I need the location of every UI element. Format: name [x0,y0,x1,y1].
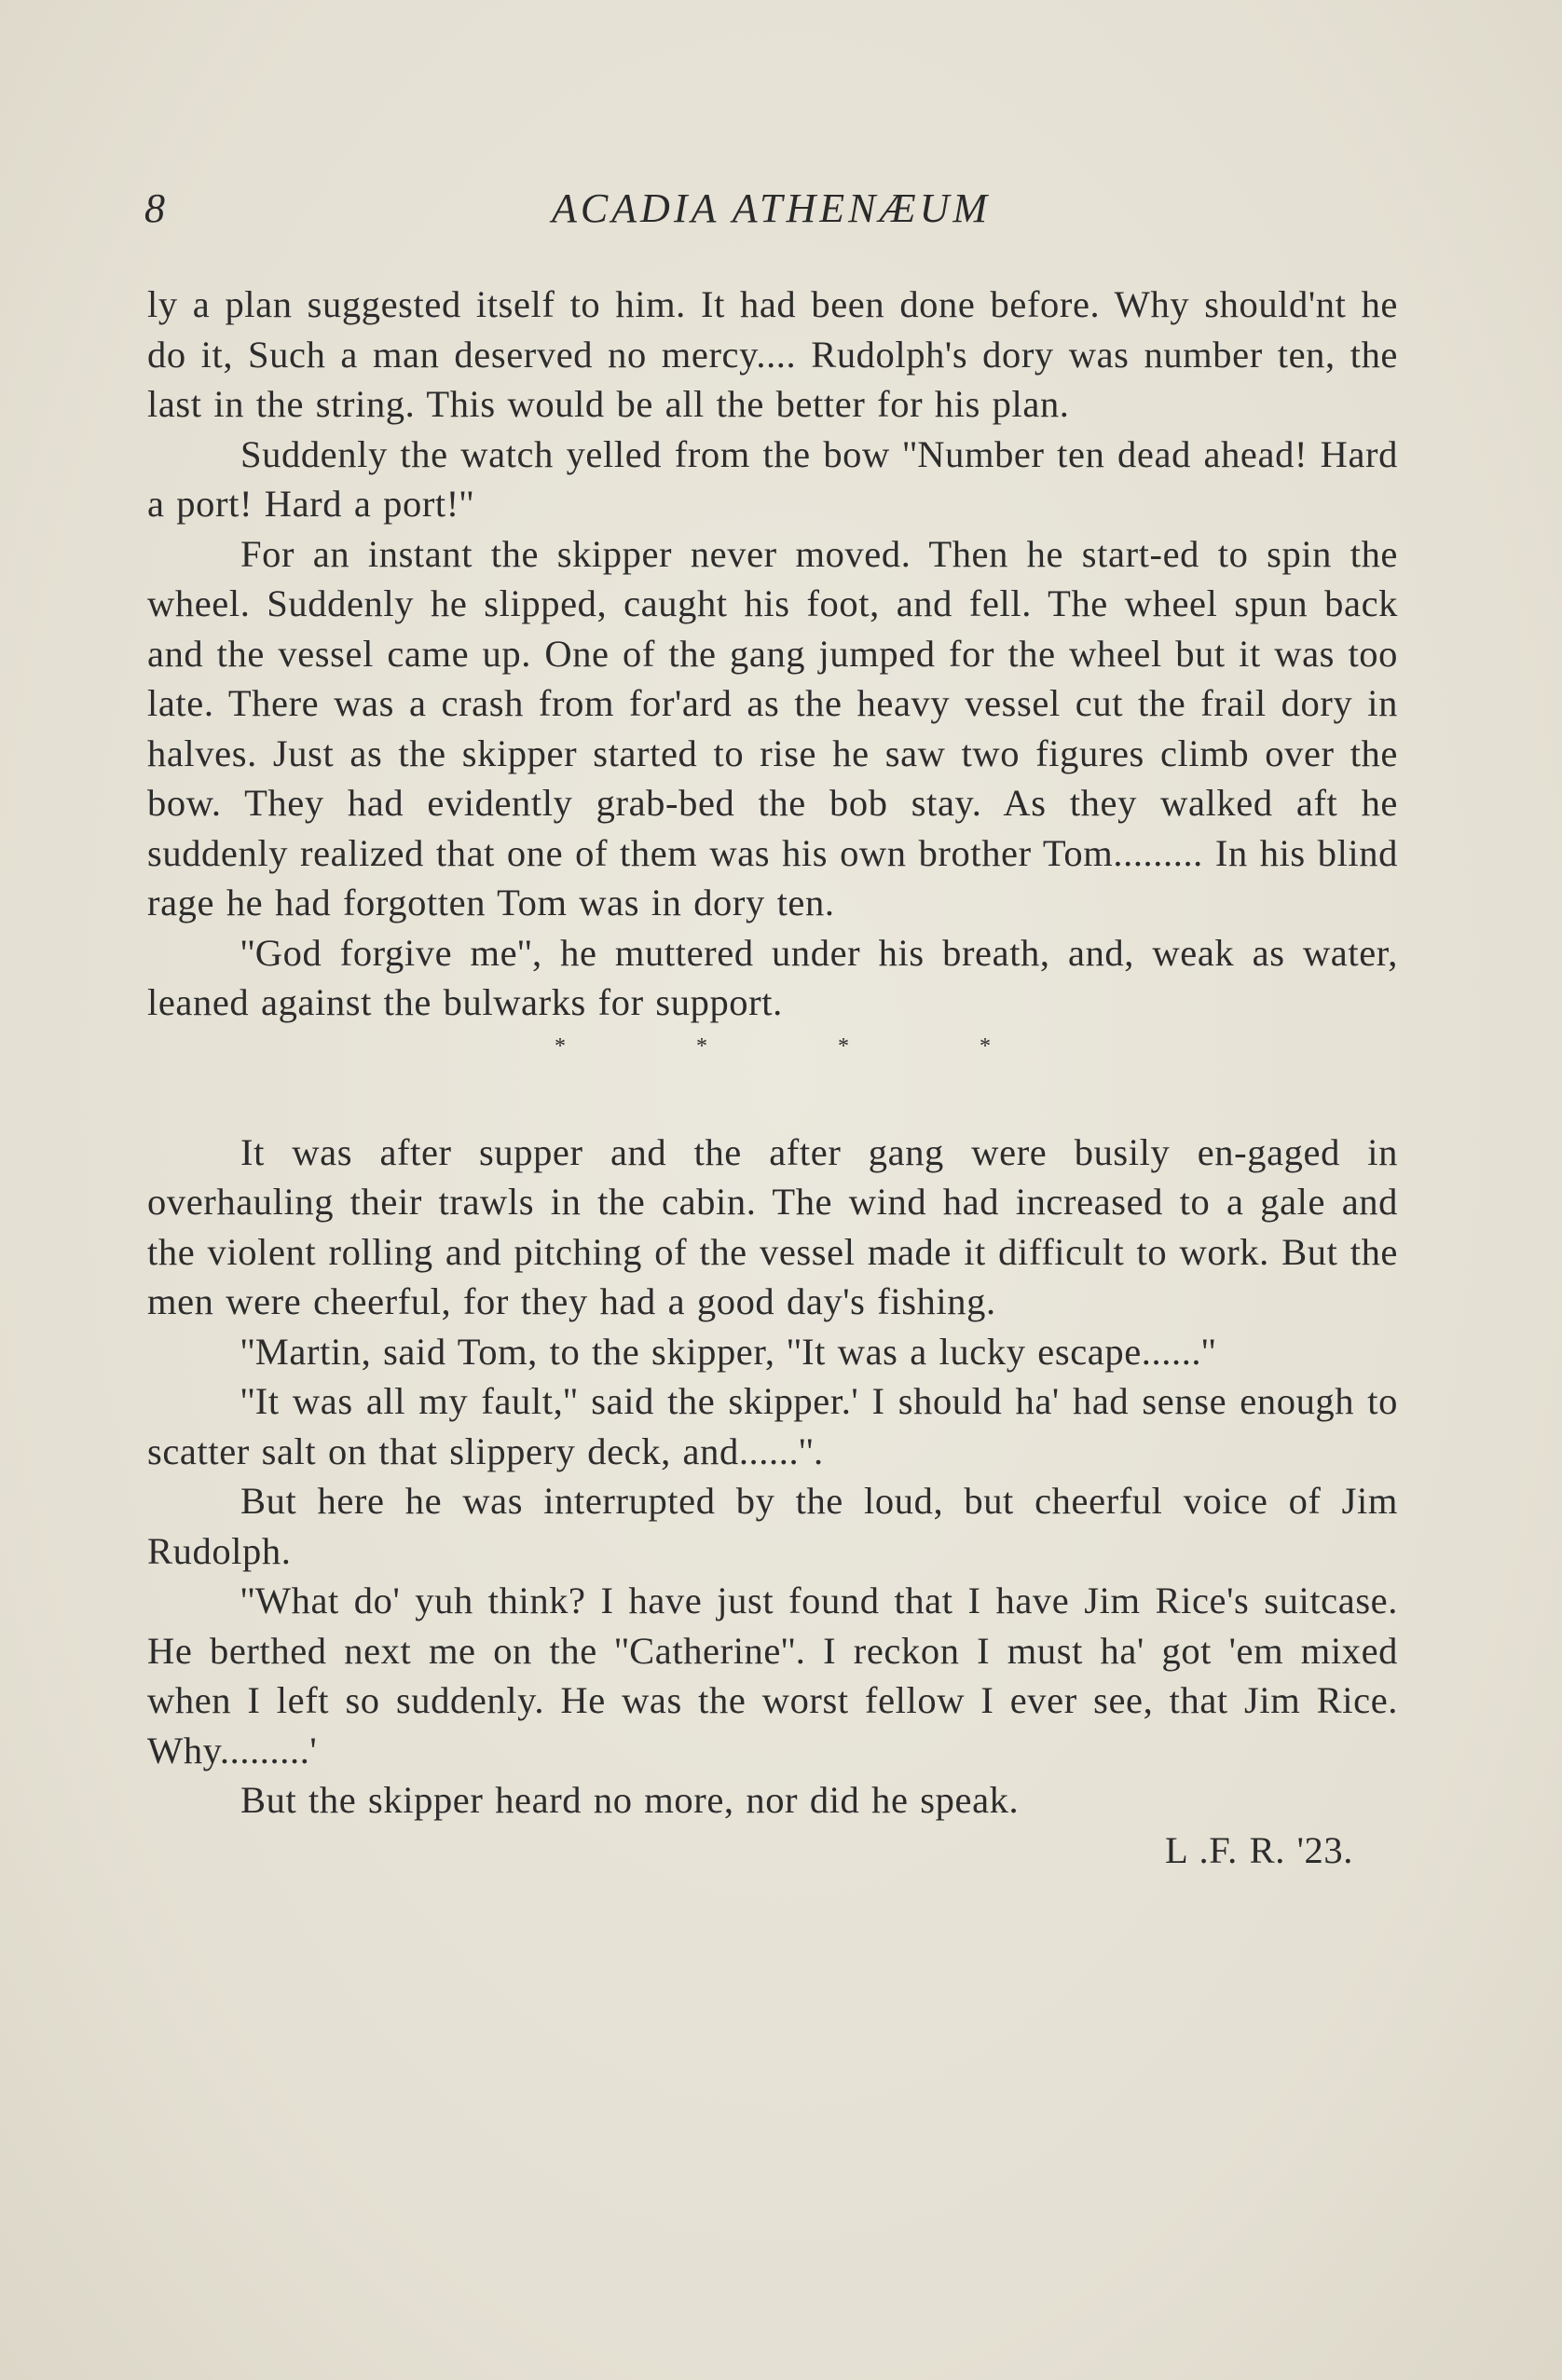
paragraph: But the skipper heard no more, nor did he speak. [240,1779,1020,1821]
asterisk: * [838,1033,849,1059]
paragraph: It was after supper and the after gang were busily en-gaged in overhauling their trawls in the cabin. The wind had increased to a gale and the violent rolling and pitching of the vessel made it difficult to work. But the men were cheerful, for they had a good day's fishing. [147,1130,1398,1322]
paragraph: ''God forgive me'', he muttered under his breath, and, weak as water, leaned against the bulwarks for support. [147,931,1398,1023]
paragraph: ''It was all my fault,'' said the skipper.' I should ha' had sense enough to scatter salt on that slippery deck, and......''. [147,1380,1398,1472]
running-title: ACADIA ATHENÆUM [551,185,992,231]
section-break [147,1028,1398,1078]
asterisk: * [696,1033,707,1059]
paragraph: ''Martin, said Tom, to the skipper, ''It was a lucky escape......'' [240,1330,1216,1373]
asterisk: * [555,1033,566,1059]
paragraph: ly a plan suggested itself to him. It had been done before. Why should'nt he do it, Such a man deserved no mercy.... Rudolph's dory was number ten, the last in the string. This would be all the better for his plan. [147,283,1398,425]
article-body [147,280,1398,1875]
paragraph: For an instant the skipper never moved. Then he start-ed to spin the wheel. Suddenly he slipped, caught his foot, and fell. The wheel spun back and the vessel came up. One of the gang jumped for the wheel but it was too late. There was a crash from for'ard as the heavy vessel cut the frail dory in halves. Just as the skipper started to rise he saw two figures climb over the bow. They had evidently grab-bed the bob stay. As they walked aft he suddenly realized that one of them was his own brother Tom......... In his blind rage he had forgotten Tom was in dory ten. [147,532,1398,923]
asterisk: * [980,1033,991,1059]
page-header [144,185,1398,240]
author-signature: L .F. R. '23. [1164,1828,1353,1871]
paragraph: ''What do' yuh think? I have just found that I have Jim Rice's suitcase. He berthed next me on the ''Catherine''. I reckon I must ha' got 'em mixed when I left so suddenly. He was the worst fellow I ever see, that Jim Rice. Why.........' [147,1580,1398,1771]
paragraph: But here he was interrupted by the loud, but cheerful voice of Jim Rudolph. [147,1480,1398,1572]
section-spacer [147,1077,1398,1128]
paragraph: Suddenly the watch yelled from the bow ''Number ten dead ahead! Hard a port! Hard a port!'' [147,432,1398,525]
page-number: 8 [144,185,165,231]
